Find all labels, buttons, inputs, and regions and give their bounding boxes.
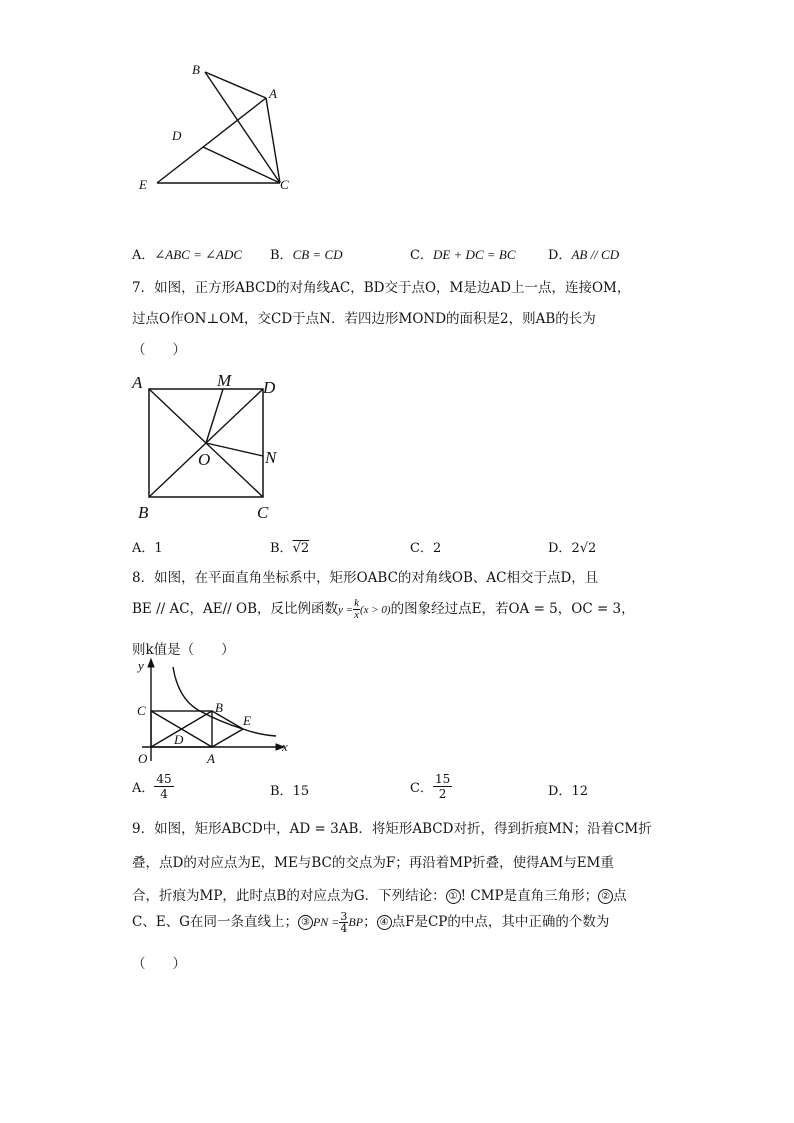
q8-line-2-b: 的图象经过点E，若OA = 5，OC = 3，: [390, 601, 635, 617]
label-A: A: [132, 373, 143, 392]
option-text: √2: [292, 541, 310, 556]
option-letter: C．: [410, 541, 433, 556]
q8-line-2-a: BE // AC，AE// OB，反比例函数: [132, 601, 339, 617]
label-N: N: [265, 448, 277, 467]
q9-line-4: [132, 910, 662, 934]
q9-line-1: 9．如图，矩形ABCD中，AD = 3AB．将矩形ABCD对折，得到折痕MN；沿着CM折: [132, 821, 652, 837]
frac-numerator: k: [354, 597, 359, 609]
label-A: A: [207, 751, 215, 766]
q9-line-3-b: ! CMP是直角三角形；: [460, 888, 599, 904]
option-text: CB = CD: [292, 247, 343, 262]
option-letter: C．: [410, 781, 433, 796]
q9-answer-blank: （ ）: [132, 956, 186, 972]
option-letter: D．: [548, 541, 572, 556]
q8-option-d[interactable]: [548, 780, 588, 799]
label-D: D: [174, 732, 184, 747]
segment-AE: [212, 729, 243, 747]
frac-denominator: 4: [160, 787, 168, 801]
fraction-k-over-x: [353, 598, 360, 621]
q8-option-b[interactable]: [270, 780, 309, 799]
figure-q6: [130, 55, 300, 200]
circled-number-2: ②: [598, 889, 613, 904]
q9-line-3: [132, 884, 662, 904]
label-C: C: [280, 177, 289, 192]
label-x: x: [282, 739, 288, 754]
label-B: B: [215, 700, 223, 715]
option-letter: A．: [132, 248, 155, 263]
q9-line-4-a: C、E、G在同一条直线上；: [132, 914, 298, 930]
label-E: E: [243, 713, 251, 728]
q9-line-4-b: ；: [363, 914, 377, 930]
q8-line-3: 则k值是（ ）: [132, 642, 235, 658]
circled-number-1: ①: [446, 889, 461, 904]
option-letter: A．: [132, 541, 155, 556]
option-fraction: [154, 772, 173, 801]
option-letter: B．: [270, 784, 293, 799]
option-text: 12: [571, 784, 588, 799]
frac-denominator: 2: [438, 787, 447, 801]
label-M: M: [217, 371, 232, 390]
circled-number-3: ③: [298, 915, 313, 930]
q6-option-c[interactable]: [410, 244, 516, 263]
figure-q8: [128, 656, 308, 771]
q9-line-3-a: 合，折痕为MP，此时点B的对应点为G．下列结论：: [132, 888, 446, 904]
option-fraction: [433, 772, 452, 801]
q7-line-2: 过点O作ON⊥OM，交CD于点N．若四边形MOND的面积是2，则AB的长为: [132, 311, 596, 327]
q6-option-d[interactable]: [548, 244, 619, 263]
expr-pn: PN =: [312, 915, 340, 929]
label-O: O: [138, 751, 148, 766]
q8-line-2: [132, 597, 662, 621]
q7-option-c[interactable]: [410, 537, 441, 556]
option-letter: C．: [410, 248, 433, 263]
figure-q7: [128, 368, 288, 526]
label-B: B: [192, 62, 200, 77]
label-C: C: [137, 703, 146, 718]
q7-option-b[interactable]: [270, 537, 309, 556]
option-letter: B．: [270, 248, 293, 263]
frac-numerator: 45: [156, 772, 172, 786]
option-letter: A．: [132, 781, 155, 796]
q8-line-1: 8．如图，在平面直角坐标系中，矩形OABC的对角线OB、AC相交于点D，且: [132, 570, 599, 586]
option-text: ∠ABC = ∠ADC: [154, 247, 243, 262]
label-B: B: [138, 503, 149, 522]
segment-AC: [266, 98, 280, 183]
option-text: 15: [292, 784, 310, 799]
label-C: C: [257, 503, 269, 522]
y-axis-arrow: [148, 659, 154, 667]
option-letter: B．: [270, 541, 293, 556]
function-y: y =: [338, 604, 354, 616]
q7-option-a[interactable]: [132, 537, 163, 556]
option-text: DE + DC = BC: [432, 247, 516, 262]
frac-numerator: 15: [434, 772, 451, 786]
option-letter: D．: [548, 784, 572, 799]
option-letter: D．: [548, 248, 572, 263]
q7-line-1: 7．如图，正方形ABCD的对角线AC，BD交于点O，M是边AD上一点，连接OM，: [132, 280, 631, 296]
label-y: y: [138, 658, 144, 673]
segment-ON: [206, 443, 263, 456]
expr-bp: BP: [348, 915, 364, 929]
q9-line-4-c: 点F是CP的中点，其中正确的个数为: [391, 914, 610, 930]
domain-condition: (x > 0): [359, 604, 391, 616]
label-O: O: [198, 450, 211, 469]
q7-option-d[interactable]: [548, 537, 596, 556]
circled-number-4: ④: [377, 915, 392, 930]
option-text: 2√2: [571, 541, 597, 556]
q9-line-2: 叠，点D的对应点为E，ME与BC的交点为F；再沿着MP折叠，使得AM与EM重: [132, 855, 614, 871]
q9-line-3-c: 点: [613, 888, 627, 904]
q6-option-b[interactable]: [270, 244, 343, 263]
option-text: 2: [432, 541, 442, 556]
frac-numerator: 3: [340, 910, 348, 923]
label-A: A: [269, 86, 277, 101]
option-text: 1: [154, 541, 163, 556]
frac-denominator: x: [354, 609, 359, 621]
frac-denominator: 4: [340, 922, 348, 935]
label-E: E: [139, 177, 147, 192]
label-D: D: [172, 128, 182, 143]
q6-option-a[interactable]: [132, 244, 242, 263]
q8-option-a[interactable]: [132, 772, 174, 801]
option-text: AB // CD: [571, 247, 620, 262]
q8-option-c[interactable]: [410, 772, 452, 801]
label-D: D: [263, 378, 276, 397]
q7-answer-blank: （ ）: [132, 342, 186, 358]
